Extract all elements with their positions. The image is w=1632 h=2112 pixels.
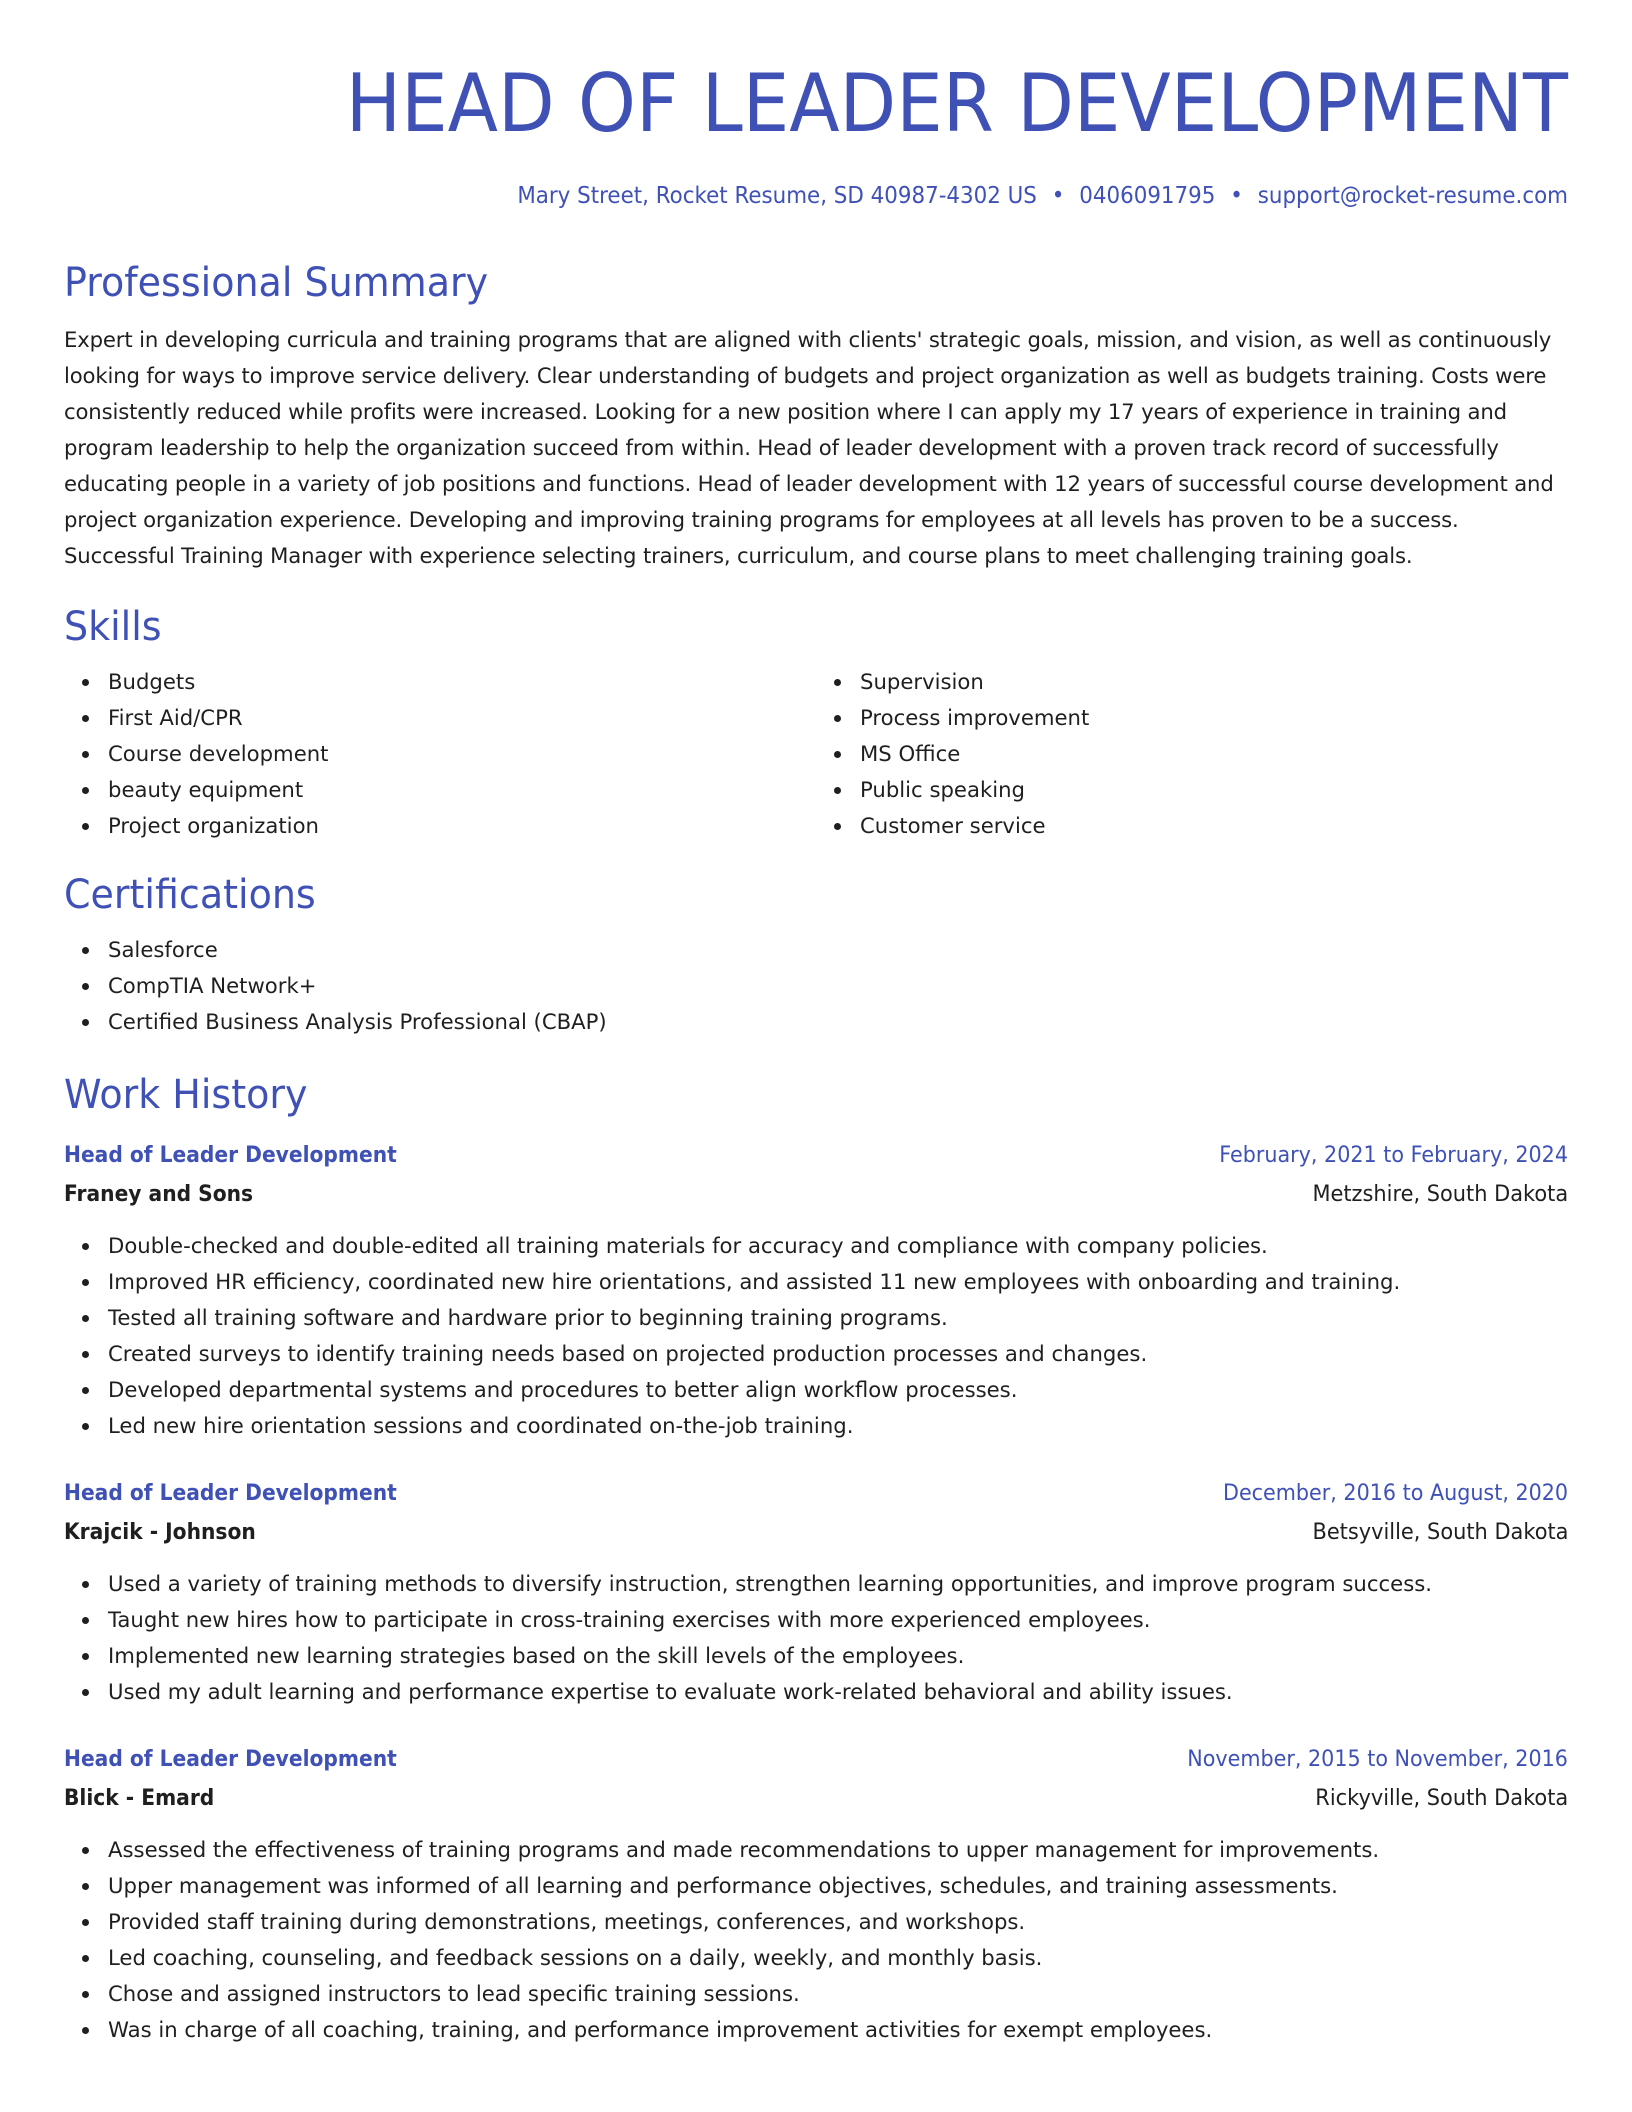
job-entry — [64, 1740, 1568, 2048]
job-header-row — [64, 1136, 1568, 1176]
job-bullet: Provided staff training during demonstrations, meetings, conferences, and workshops. — [108, 1904, 1568, 1940]
job-bullet: Developed departmental systems and procedures to better align workflow processes. — [108, 1372, 1568, 1408]
job-bullet: Led new hire orientation sessions and coordinated on-the-job training. — [108, 1408, 1568, 1444]
job-bullet: Assessed the effectiveness of training programs and made recommendations to upper management for improvements. — [108, 1832, 1568, 1868]
job-company-row — [64, 1176, 1568, 1214]
job-bullet: Created surveys to identify training needs based on projected production processes and changes. — [108, 1336, 1568, 1372]
skills-list-left — [64, 664, 816, 844]
skills-list-right — [816, 664, 1568, 844]
job-bullets — [64, 1832, 1568, 2048]
job-bullets — [64, 1228, 1568, 1444]
skill-item: Process improvement — [860, 700, 1568, 736]
job-header-row — [64, 1740, 1568, 1780]
contact-phone: 0406091795 — [1079, 183, 1216, 209]
job-location: Metzshire, South Dakota — [1312, 1182, 1568, 1207]
contact-separator: • — [1230, 183, 1243, 209]
job-entry — [64, 1136, 1568, 1444]
job-bullet: Upper management was informed of all learning and performance objectives, schedules, and training assessments. — [108, 1868, 1568, 1904]
skill-item: Public speaking — [860, 772, 1568, 808]
job-title: Head of Leader Development — [64, 1747, 397, 1772]
contact-email[interactable]: support@rocket-resume.com — [1257, 183, 1568, 209]
skills-heading: Skills — [64, 604, 162, 650]
job-company: Blick - Emard — [64, 1786, 215, 1811]
job-company-row — [64, 1514, 1568, 1552]
job-entry — [64, 1474, 1568, 1710]
certification-item: CompTIA Network+ — [108, 968, 1568, 1004]
job-dates: November, 2015 to November, 2016 — [1187, 1747, 1568, 1772]
skill-item: Course development — [108, 736, 816, 772]
job-bullet: Led coaching, counseling, and feedback sessions on a daily, weekly, and monthly basis. — [108, 1940, 1568, 1976]
job-bullet: Tested all training software and hardware prior to beginning training programs. — [108, 1300, 1568, 1336]
job-bullet: Chose and assigned instructors to lead specific training sessions. — [108, 1976, 1568, 2012]
certifications-list — [64, 932, 1568, 1040]
job-dates: December, 2016 to August, 2020 — [1222, 1481, 1568, 1506]
certification-item: Salesforce — [108, 932, 1568, 968]
contact-address: Mary Street, Rocket Resume, SD 40987-4302 US — [517, 183, 1037, 209]
work-history-heading: Work History — [64, 1072, 308, 1118]
job-company-row — [64, 1780, 1568, 1818]
resume-name: HEAD OF LEADER DEVELOPMENT — [345, 57, 1568, 150]
job-bullet: Double-checked and double-edited all training materials for accuracy and compliance with company policies. — [108, 1228, 1568, 1264]
job-title: Head of Leader Development — [64, 1143, 397, 1168]
contact-separator: • — [1051, 183, 1065, 209]
job-title: Head of Leader Development — [64, 1481, 397, 1506]
resume-page — [64, 0, 1568, 2048]
job-company: Franey and Sons — [64, 1182, 254, 1207]
job-location: Betsyville, South Dakota — [1311, 1520, 1568, 1545]
skills-columns — [64, 664, 1568, 844]
job-dates: February, 2021 to February, 2024 — [1219, 1143, 1568, 1168]
skill-item: Budgets — [108, 664, 816, 700]
skill-item: MS Office — [860, 736, 1568, 772]
job-header-row — [64, 1474, 1568, 1514]
skill-item: beauty equipment — [108, 772, 816, 808]
certification-item: Certified Business Analysis Professional (CBAP) — [108, 1004, 1568, 1040]
job-bullet: Improved HR efficiency, coordinated new hire orientations, and assisted 11 new employees with onboarding and training. — [108, 1264, 1568, 1300]
summary-heading: Professional Summary — [64, 260, 489, 306]
contact-line — [169, 180, 1568, 212]
job-bullet: Used a variety of training methods to diversify instruction, strengthen learning opportunities, and improve program success. — [108, 1566, 1568, 1602]
skill-item: Project organization — [108, 808, 816, 844]
job-bullet: Implemented new learning strategies based on the skill levels of the employees. — [108, 1638, 1568, 1674]
job-company: Krajcik - Johnson — [64, 1520, 256, 1545]
job-bullet: Was in charge of all coaching, training, and performance improvement activities for exempt employees. — [108, 2012, 1568, 2048]
job-bullets — [64, 1566, 1568, 1710]
job-location: Rickyville, South Dakota — [1315, 1786, 1568, 1811]
skill-item: Customer service — [860, 808, 1568, 844]
summary-text: Expert in developing curricula and training programs that are aligned with clients' strategic goals, mission, and vision, as well as continuously looking for ways to improve service delivery. Clear understanding of budgets and project organization as well as budgets training. Costs were consistently reduced while profits were increased. Looking for a new position where I can apply my 17 years of experience in training and program leadership to help the organization succeed from within. Head of leader development with a proven track record of successfully educating people in a variety of job positions and functions. Head of leader development with 12 years of successful course development and project organization experience. Developing and improving training programs for employees at all levels has proven to be a success. Successful Training Manager with experience selecting trainers, curriculum, and course plans to meet challenging training goals. — [64, 327, 1554, 568]
skill-item: First Aid/CPR — [108, 700, 816, 736]
certifications-heading: Certifications — [64, 872, 316, 918]
skill-item: Supervision — [860, 664, 1568, 700]
job-bullet: Taught new hires how to participate in cross-training exercises with more experienced employees. — [108, 1602, 1568, 1638]
job-bullet: Used my adult learning and performance expertise to evaluate work-related behavioral and ability issues. — [108, 1674, 1568, 1710]
